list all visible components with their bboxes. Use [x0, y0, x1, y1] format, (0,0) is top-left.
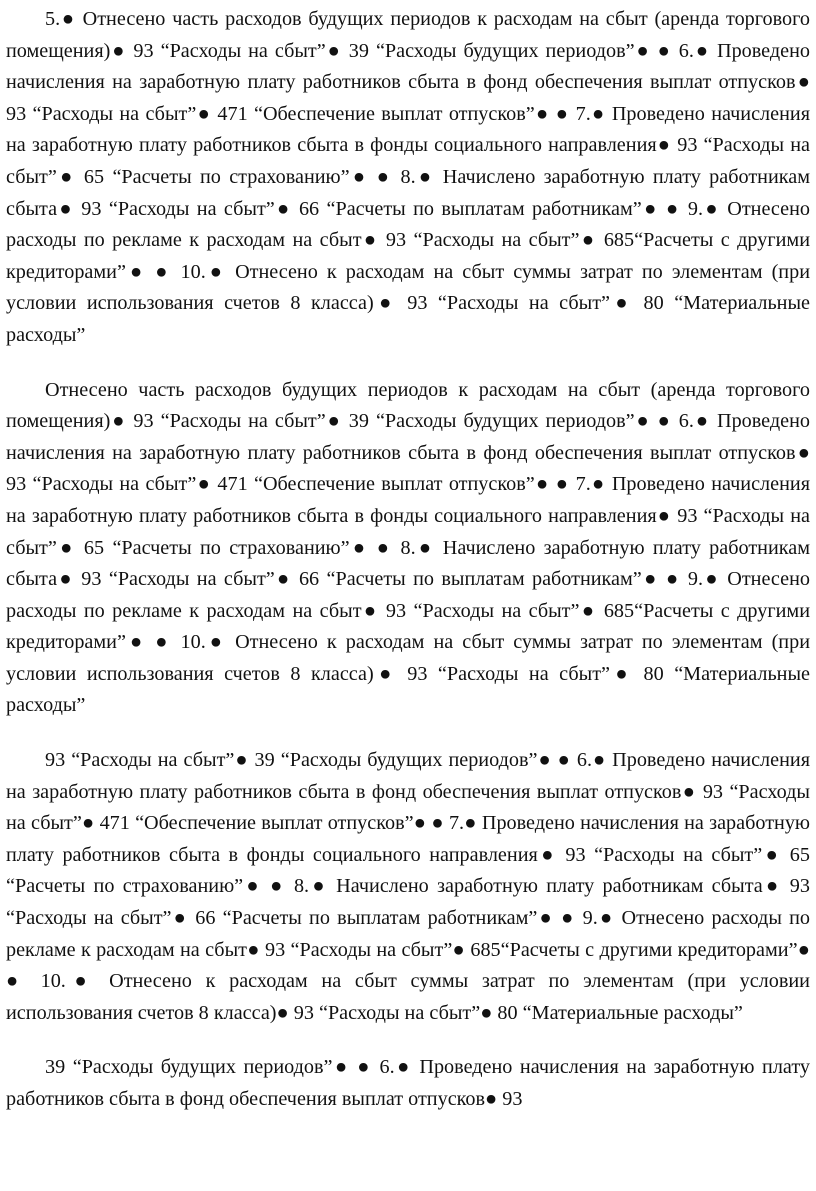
paragraph-4: 39 “Расходы будущих периодов”● ● 6.● Проведено начисления на заработную плату работников сбыта в фонд обеспечения выплат отпусков● 93	[6, 1056, 810, 1110]
paragraph-3: 93 “Расходы на сбыт”● 39 “Расходы будущих периодов”● ● 6.● Проведено начисления на заработную плату работников сбыта в фонд обеспечения выплат отпусков● 93 “Расходы на сбыт”● 471 “Обеспечение выплат отпусков”● ● 7.● Проведено начисления на заработную плату работников сбыта в фонды социального направления● 93 “Расходы на сбыт”● 65 “Расчеты по страхованию”● ● 8.● Начислено заработную плату работникам сбыта● 93 “Расходы на сбыт”● 66 “Расчеты по выплатам работникам”● ● 9.● Отнесено расходы по рекламе к расходам на сбыт● 93 “Расходы на сбыт”● 685“Расчеты с другими кредиторами”● ● 10.● Отнесено к расходам на сбыт суммы затрат по элементам (при условии использования счетов 8 класса)● 93 “Расходы на сбыт”● 80 “Материальные расходы”	[6, 749, 810, 1024]
paragraph-2: Отнесено часть расходов будущих периодов к расходам на сбыт (аренда торгового помещения)● 93 “Расходы на сбыт”● 39 “Расходы будущих периодов”● ● 6.● Проведено начисления на заработную плату работников сбыта в фонд обеспечения выплат отпусков● 93 “Расходы на сбыт”● 471 “Обеспечение выплат отпусков”● ● 7.● Проведено начисления на заработную плату работников сбыта в фонды социального направления● 93 “Расходы на сбыт”● 65 “Расчеты по страхованию”● ● 8.● Начислено заработную плату работникам сбыта● 93 “Расходы на сбыт”● 66 “Расчеты по выплатам работникам”● ● 9.● Отнесено расходы по рекламе к расходам на сбыт● 93 “Расходы на сбыт”● 685“Расчеты с другими кредиторами”● ● 10.● Отнесено к расходам на сбыт суммы затрат по элементам (при условии использования счетов 8 класса)● 93 “Расходы на сбыт”● 80 “Материальные расходы”	[6, 378, 810, 717]
paragraph-1: 5.● Отнесено часть расходов будущих периодов к расходам на сбыт (аренда торгового помещения)● 93 “Расходы на сбыт”● 39 “Расходы будущих периодов”● ● 6.● Проведено начисления на заработную плату работников сбыта в фонд обеспечения выплат отпусков● 93 “Расходы на сбыт”● 471 “Обеспечение выплат отпусков”● ● 7.● Проведено начисления на заработную плату работников сбыта в фонды социального направления● 93 “Расходы на сбыт”● 65 “Расчеты по страхованию”● ● 8.● Начислено заработную плату работникам сбыта● 93 “Расходы на сбыт”● 66 “Расчеты по выплатам работникам”● ● 9.● Отнесено расходы по рекламе к расходам на сбыт● 93 “Расходы на сбыт”● 685“Расчеты с другими кредиторами”● ● 10.● Отнесено к расходам на сбыт суммы затрат по элементам (при условии использования счетов 8 класса)● 93 “Расходы на сбыт”● 80 “Материальные расходы”	[6, 8, 810, 346]
